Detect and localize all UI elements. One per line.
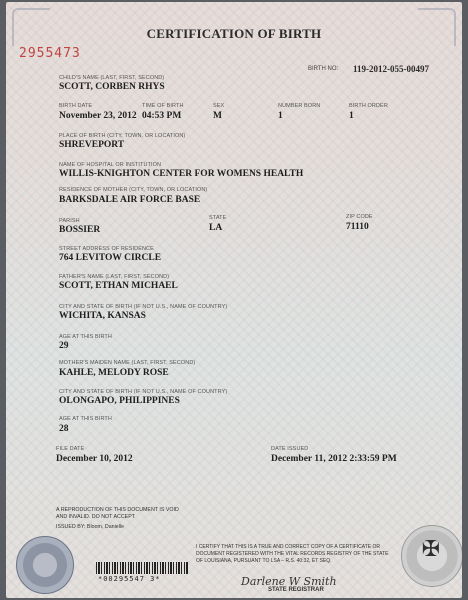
birth-no-label: BIRTH NO: [308,66,339,72]
mother-birthplace-label: CITY AND STATE OF BIRTH (IF NOT U.S., NAME OF COUNTRY) [59,389,228,395]
street-address-value: 764 LEVITOW CIRCLE [59,253,162,263]
zip-label: ZIP CODE [346,214,373,220]
residence-value: BARKSDALE AIR FORCE BASE [59,195,201,205]
residence-label: RESIDENCE OF MOTHER (CITY, TOWN, OR LOCATION) [59,187,208,193]
barcode [96,562,188,574]
registrar-title: STATE REGISTRAR [268,587,324,593]
mother-maiden-name-label: MOTHER'S MAIDEN NAME (LAST, FIRST, SECOND) [59,360,196,366]
birth-order-label: BIRTH ORDER [349,103,388,109]
birth-no-value: 119-2012-055-00497 [353,64,429,74]
parish-value: BOSSIER [59,225,101,235]
sex-value: M [213,111,222,121]
mother-maiden-name-value: KAHLE, MELODY ROSE [59,368,169,378]
state-value: LA [209,223,223,233]
hospital-label: NAME OF HOSPITAL OR INSTITUTION [59,162,162,168]
mother-age-label: AGE AT THIS BIRTH [59,416,112,422]
father-birthplace-label: CITY AND STATE OF BIRTH (IF NOT U.S., NAME OF COUNTRY) [59,304,228,310]
zip-value: 71110 [346,222,369,232]
reproduction-notice: A REPRODUCTION OF THIS DOCUMENT IS VOID AND INVALID. DO NOT ACCEPT [56,507,179,520]
file-date-value: December 10, 2012 [56,454,133,464]
number-born-value: 1 [278,111,283,121]
child-name-value: SCOTT, CORBEN RHYS [59,82,165,92]
child-name-label: CHILD'S NAME (LAST, FIRST, SECOND) [59,75,165,81]
registrar-signature: Darlene W Smith [241,575,337,588]
state-label: STATE [209,215,227,221]
barcode-text: *00295547 3* [98,575,161,583]
place-of-birth-label: PLACE OF BIRTH (CITY, TOWN, OR LOCATION) [59,133,186,139]
birth-date-label: BIRTH DATE [59,103,93,109]
mother-birthplace-value: OLONGAPO, PHILIPPINES [59,396,180,406]
file-date-label: FILE DATE [56,446,85,452]
birth-certificate [6,2,462,598]
pelican-emblem-icon: ✠ [421,537,441,562]
time-of-birth-label: TIME OF BIRTH [142,103,184,109]
father-age-value: 29 [59,341,69,351]
birth-date-value: November 23, 2012 [59,111,137,121]
time-of-birth-value: 04:53 PM [142,111,182,121]
mother-age-value: 28 [59,424,69,434]
place-of-birth-value: SHREVEPORT [59,140,125,150]
hospital-value: WILLIS-KNIGHTON CENTER FOR WOMENS HEALTH [59,169,304,179]
state-seal-icon [16,536,74,594]
father-birthplace-value: WICHITA, KANSAS [59,311,146,321]
date-issued-value: December 11, 2012 2:33:59 PM [271,454,397,464]
street-address-label: STREET ADDRESS OF RESIDENCE [59,246,154,252]
date-issued-label: DATE ISSUED [271,446,309,452]
father-name-value: SCOTT, ETHAN MICHAEL [59,281,178,291]
certification-statement: I CERTIFY THAT THIS IS A TRUE AND CORRECT COPY OF A CERTIFICATE OR DOCUMENT REGISTERED WITH THE VITAL RECORDS REGISTRY OF THE STATE OF LOUISIANA, PURSUANT TO LSA – R.S. 40:32, ET SEQ. [196,544,389,564]
father-age-label: AGE AT THIS BIRTH [59,334,112,340]
certificate-title: CERTIFICATION OF BIRTH [146,26,322,41]
birth-order-value: 1 [349,111,354,121]
father-name-label: FATHER'S NAME (LAST, FIRST, SECOND) [59,274,170,280]
sex-label: SEX [213,103,225,109]
serial-number: 2955473 [19,46,81,61]
number-born-label: NUMBER BORN [278,103,321,109]
parish-label: PARISH [59,218,80,224]
issued-by: ISSUED BY: Bloom, Danielle [56,524,125,530]
